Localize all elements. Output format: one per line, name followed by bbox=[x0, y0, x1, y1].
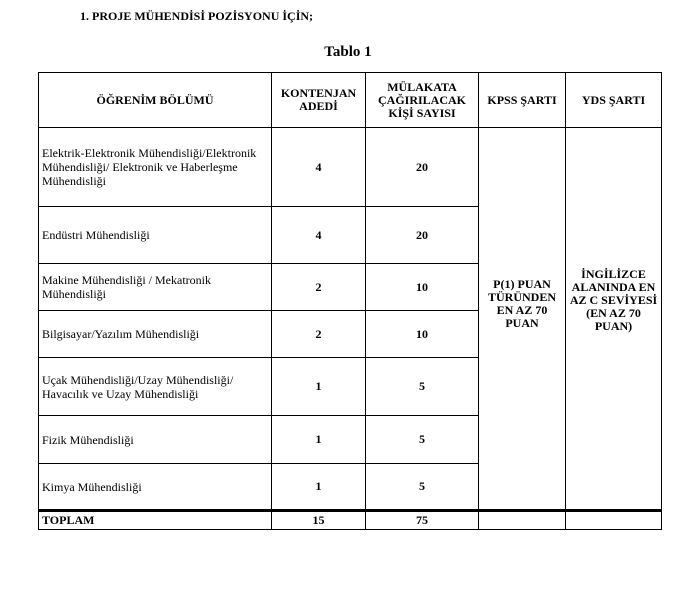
interview-cell: 10 bbox=[366, 311, 479, 358]
interview-cell: 5 bbox=[366, 416, 479, 464]
header-dept: ÖĞRENİM BÖLÜMÜ bbox=[39, 73, 272, 128]
dept-cell: Endüstri Mühendisliği bbox=[39, 207, 272, 264]
quota-cell: 4 bbox=[272, 128, 366, 207]
interview-cell: 20 bbox=[366, 128, 479, 207]
quota-cell: 1 bbox=[272, 464, 366, 511]
dept-cell: Fizik Mühendisliği bbox=[39, 416, 272, 464]
header-yds: YDS ŞARTI bbox=[566, 73, 662, 128]
total-quota: 15 bbox=[272, 511, 366, 530]
section-heading: 1. PROJE MÜHENDİSİ POZİSYONU İÇİN; bbox=[80, 9, 314, 23]
header-interview: MÜLAKATA ÇAĞIRILACAK KİŞİ SAYISI bbox=[366, 73, 479, 128]
total-kpss-empty bbox=[479, 511, 566, 530]
dept-cell: Kimya Mühendisliği bbox=[39, 464, 272, 511]
header-kpss: KPSS ŞARTI bbox=[479, 73, 566, 128]
table-row bbox=[39, 128, 662, 207]
quota-cell: 2 bbox=[272, 311, 366, 358]
quota-cell: 1 bbox=[272, 358, 366, 416]
quota-cell: 2 bbox=[272, 264, 366, 311]
quota-cell: 1 bbox=[272, 416, 366, 464]
total-interview: 75 bbox=[366, 511, 479, 530]
dept-cell: Bilgisayar/Yazılım Mühendisliği bbox=[39, 311, 272, 358]
total-row bbox=[39, 511, 662, 530]
interview-cell: 5 bbox=[366, 464, 479, 511]
dept-cell: Uçak Mühendisliği/Uzay Mühendisliği/ Havacılık ve Uzay Mühendisliği bbox=[39, 358, 272, 416]
positions-table bbox=[38, 72, 662, 530]
yds-requirement: İNGİLİZCE ALANINDA EN AZ C SEVİYESİ (EN AZ 70 PUAN) bbox=[566, 128, 662, 511]
interview-cell: 20 bbox=[366, 207, 479, 264]
dept-cell: Makine Mühendisliği / Mekatronik Mühendisliği bbox=[39, 264, 272, 311]
total-yds-empty bbox=[566, 511, 662, 530]
quota-cell: 4 bbox=[272, 207, 366, 264]
total-label: TOPLAM bbox=[39, 511, 272, 530]
interview-cell: 5 bbox=[366, 358, 479, 416]
kpss-requirement: P(1) PUAN TÜRÜNDEN EN AZ 70 PUAN bbox=[479, 128, 566, 511]
header-quota: KONTENJAN ADEDİ bbox=[272, 73, 366, 128]
table-caption: Tablo 1 bbox=[324, 44, 372, 60]
dept-cell: Elektrik-Elektronik Mühendisliği/Elektronik Mühendisliği/ Elektronik ve Haberleşme Mühendisliği bbox=[39, 128, 272, 207]
interview-cell: 10 bbox=[366, 264, 479, 311]
header-row bbox=[39, 73, 662, 128]
